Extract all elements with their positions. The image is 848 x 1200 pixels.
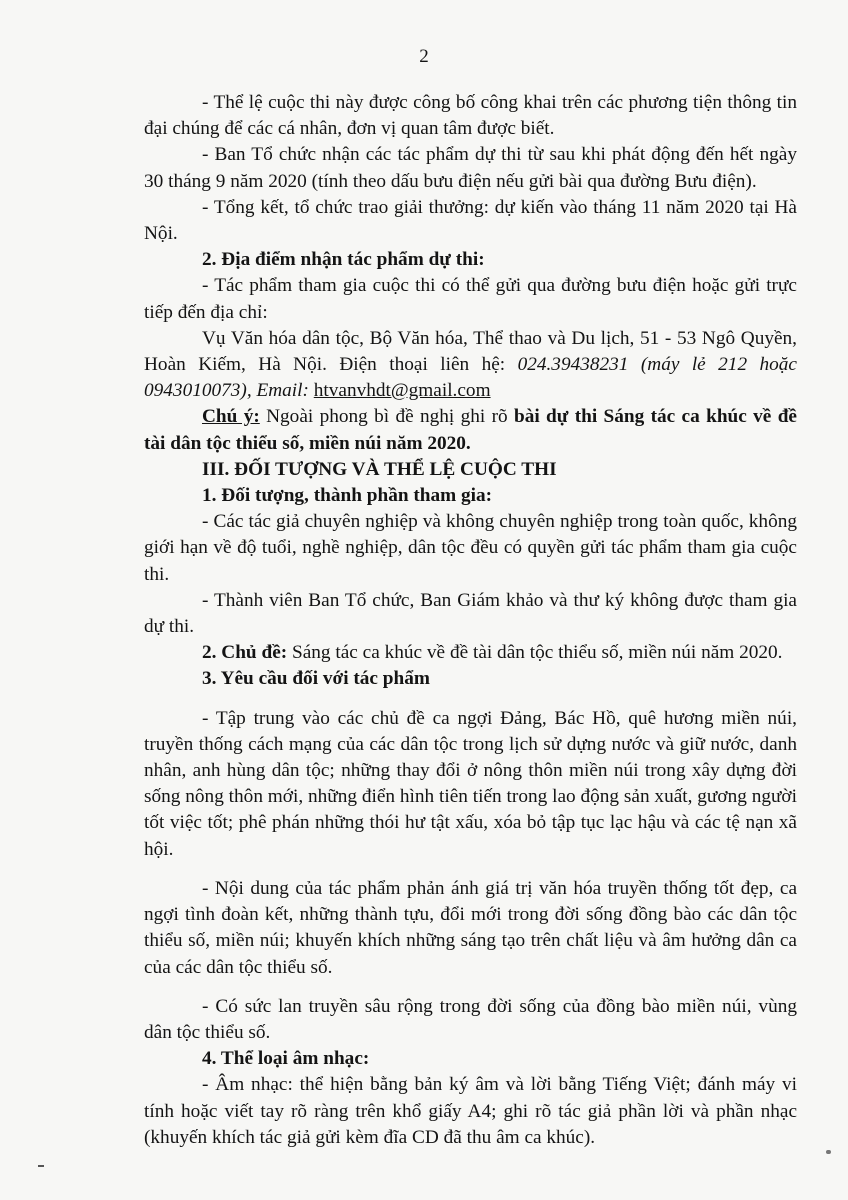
paragraph-gui-tac-pham: - Tác phẩm tham gia cuộc thi có thể gửi qua đường bưu điện hoặc gửi trực tiếp đến địa chỉ: (144, 275, 797, 323)
scan-speck (826, 1150, 831, 1154)
heading-yeu-cau: 3. Yêu cầu đối với tác phẩm (202, 668, 430, 690)
scan-mark (38, 1165, 44, 1167)
note-label: Chú ý: (202, 406, 260, 428)
address-main: Vụ Văn hóa dân tộc, Bộ Văn hóa, Thể thao và Du lịch, 51 - 53 Ngô Quyền, Hoàn Kiếm, Hà Nội. Điện thoại liên hệ: (144, 327, 797, 376)
heading-chu-de: 2. Chủ đề: (202, 642, 288, 664)
heading-dia-diem: 2. Địa điểm nhận tác phẩm dự thi: (202, 249, 485, 271)
paragraph-tong-ket: - Tổng kết, tổ chức trao giải thưởng: dự kiến vào tháng 11 năm 2020 tại Hà Nội. (144, 196, 797, 245)
paragraph-address (144, 326, 797, 405)
note-bold: bài dự thi Sáng tác ca khúc về đề tài dân tộc thiểu số, miền núi năm 2020. (144, 406, 797, 454)
document-body (144, 90, 797, 1151)
heading-doi-tuong: 1. Đối tượng, thành phần tham gia: (202, 485, 493, 507)
heading-the-loai: 4. Thể loại âm nhạc: (202, 1048, 370, 1070)
paragraph-suc-lan-truyen: - Có sức lan truyền sâu rộng trong đời sống của đồng bào miền núi, vùng dân tộc thiểu số. (144, 995, 797, 1043)
heading-section-3: III. ĐỐI TƯỢNG VÀ THỂ LỆ CUỘC THI (202, 458, 557, 480)
paragraph-tac-gia: - Các tác giả chuyên nghiệp và không chuyên nghiệp trong toàn quốc, không giới hạn về độ tuổi, nghề nghiệp, dân tộc đều có quyền gửi tác phẩm tham gia cuộc thi. (144, 511, 797, 585)
paragraph-thanh-vien: - Thành viên Ban Tổ chức, Ban Giám khảo và thư ký không được tham gia dự thi. (144, 589, 797, 638)
paragraph-am-nhac: - Âm nhạc: thể hiện bằng bản ký âm và lời bằng Tiếng Việt; đánh máy vi tính hoặc viết tay rõ ràng trên khổ giấy A4; ghi rõ tác giả phần lời và phần nhạc (khuyến khích tác giả gửi kèm đĩa CD đã thu âm ca khúc). (144, 1074, 797, 1148)
paragraph-note (144, 404, 797, 456)
paragraph-chu-de (144, 640, 797, 666)
chu-de-text: Sáng tác ca khúc về đề tài dân tộc thiểu số, miền núi năm 2020. (287, 642, 783, 664)
paragraph-noi-dung: - Nội dung của tác phẩm phản ánh giá trị văn hóa truyền thống tốt đẹp, ca ngợi tình đoàn kết, những thành tựu, đổi mới trong đời sống đồng bào các dân tộc thiểu số, miền núi; khuyến khích những sáng tạo trên chất liệu và âm hưởng dân ca của các dân tộc thiểu số. (144, 877, 797, 978)
paragraph-cong-bo: - Thể lệ cuộc thi này được công bố công khai trên các phương tiện thông tin đại chúng để các cá nhân, đơn vị quan tâm được biết. (144, 92, 797, 140)
paragraph-chu-de-ca-ngoi: - Tập trung vào các chủ đề ca ngợi Đảng, Bác Hồ, quê hương miền núi, truyền thống cách mạng của các dân tộc trong lịch sử dựng nước và giữ nước, danh nhân, anh hùng dân tộc; những thay đổi ở nông thôn miền núi trong xây dựng đời sống nông thôn mới, những điển hình tiên tiến trong lao động sản xuất, gương người tốt việc tốt; phê phán những thói hư tật xấu, xóa bỏ tập tục lạc hậu và các tệ nạn xã hội. (144, 707, 797, 860)
note-text: Ngoài phong bì đề nghị ghi rõ (259, 406, 514, 428)
address-phone: 024.39438231 (máy lẻ 212 hoặc 0943010073), Email: (144, 354, 797, 402)
paragraph-nhan-tac-pham: - Ban Tổ chức nhận các tác phẩm dự thi từ sau khi phát động đến hết ngày 30 tháng 9 năm 2020 (tính theo dấu bưu điện nếu gửi bài qua đường Bưu điện). (144, 144, 797, 192)
email-link[interactable]: htvanvhdt@gmail.com (313, 380, 491, 402)
page-number: 2 (419, 46, 429, 67)
